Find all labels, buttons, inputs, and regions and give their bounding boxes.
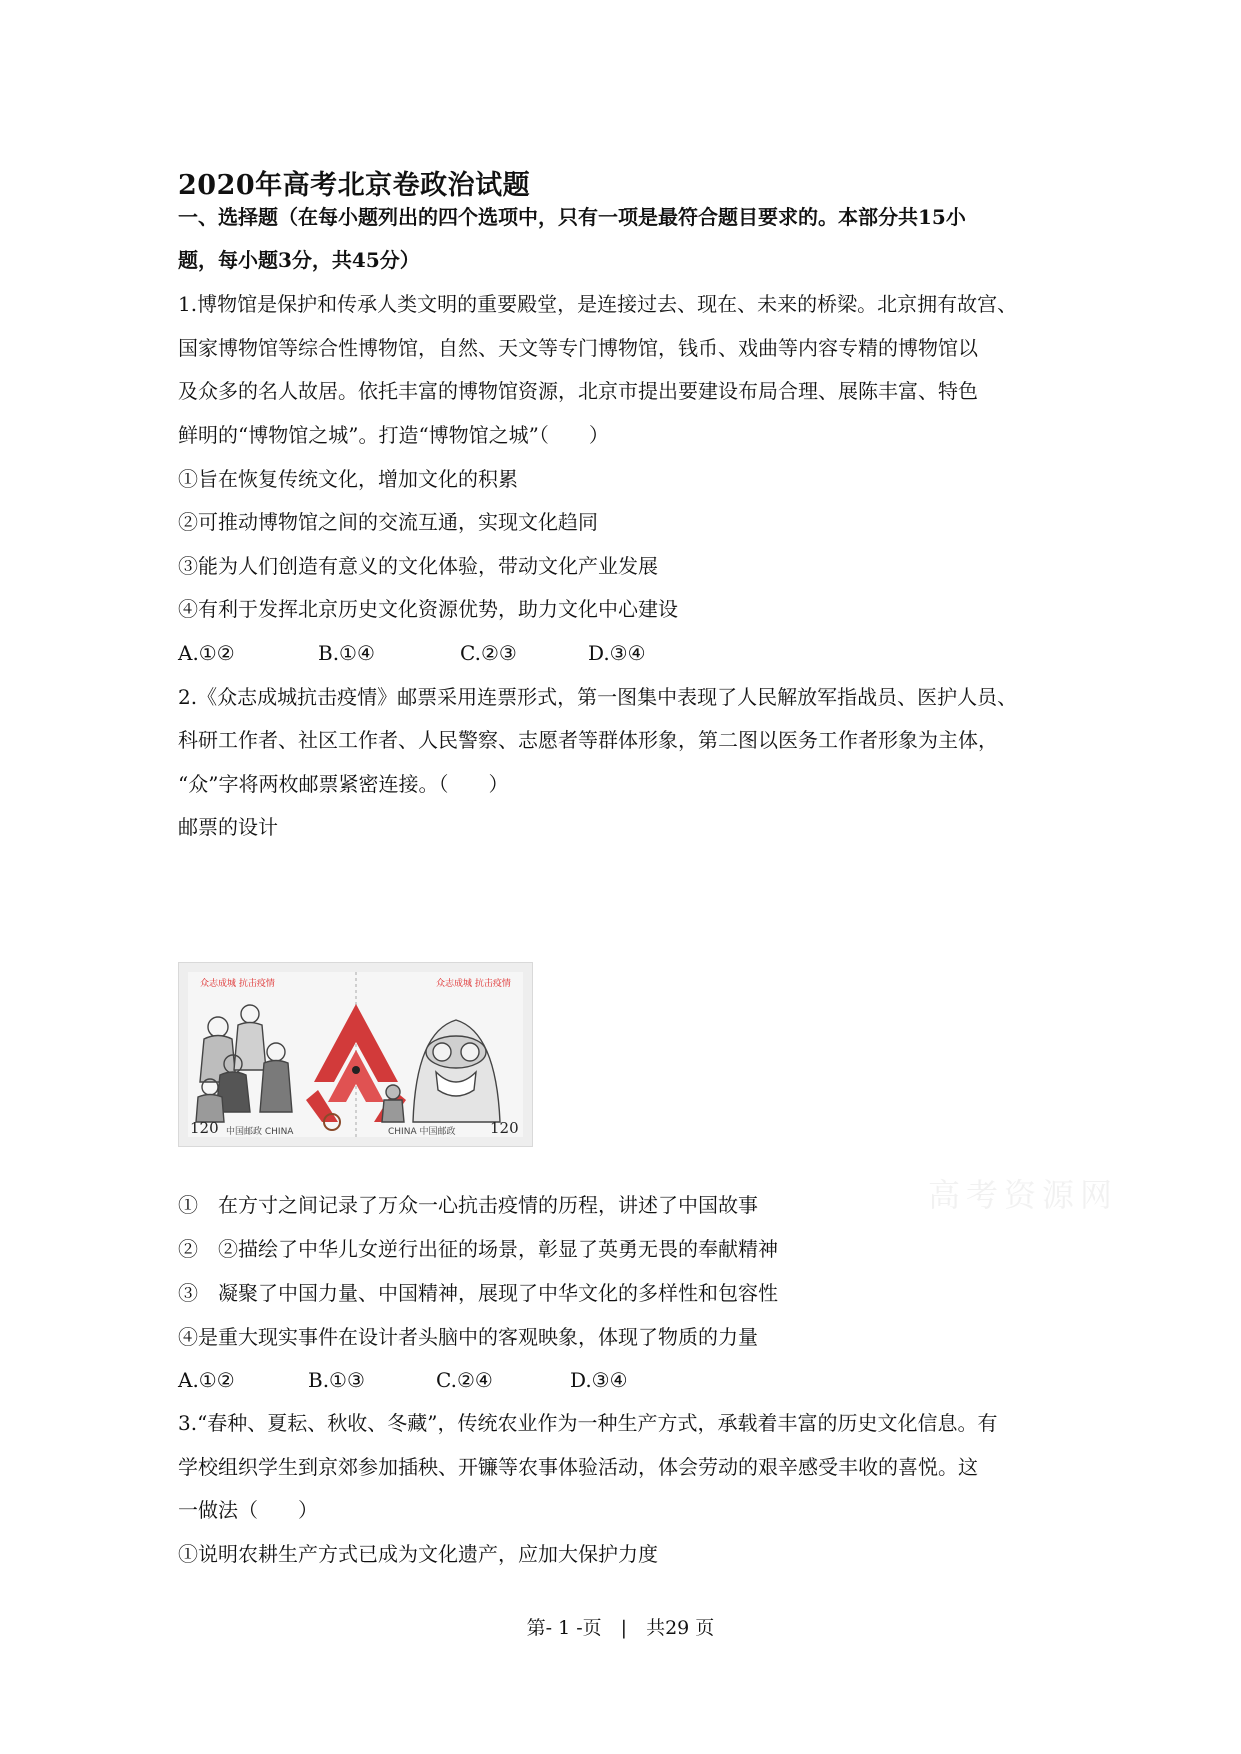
- stamp-right-country: CHINA 中国邮政: [388, 1127, 456, 1137]
- q2-option-a: A.①②: [178, 1368, 235, 1392]
- q1-item-1: ①旨在恢复传统文化，增加文化的积累: [178, 467, 518, 491]
- q1-stem-line-3: 及众多的名人故居。依托丰富的博物馆资源，北京市提出要建设布局合理、展陈丰富、特色: [178, 379, 978, 403]
- q1-item-2: ②可推动博物馆之间的交流互通，实现文化趋同: [178, 510, 598, 534]
- q1-option-b: B.①④: [318, 641, 375, 665]
- stamp-right-label: 众志成城 抗击疫情: [436, 979, 511, 989]
- q1-option-a: A.①②: [178, 641, 235, 665]
- stamp-illustration: [188, 972, 523, 1137]
- q1-option-c: C.②③: [460, 641, 517, 665]
- q2-item-2: ② ②描绘了中华儿女逆行出征的场景，彰显了英勇无畏的奉献精神: [178, 1237, 778, 1261]
- q1-option-d: D.③④: [588, 641, 646, 665]
- q2-option-d: D.③④: [570, 1368, 628, 1392]
- q3-item-1: ①说明农耕生产方式已成为文化遗产，应加大保护力度: [178, 1542, 658, 1566]
- medical-worker-figure: [382, 1020, 500, 1122]
- stamp-right-value: 120: [490, 1119, 519, 1137]
- q1-stem-line-2: 国家博物馆等综合性博物馆，自然、天文等专门博物馆，钱币、戏曲等内容专精的博物馆以: [178, 336, 978, 360]
- q2-item-4: ④是重大现实事件在设计者头脑中的客观映象，体现了物质的力量: [178, 1325, 758, 1349]
- q1-item-3: ③能为人们创造有意义的文化体验，带动文化产业发展: [178, 554, 658, 578]
- stamp-left-country: 中国邮政 CHINA: [226, 1127, 294, 1137]
- stamp-left-value: 120: [190, 1119, 219, 1137]
- document-title: 2020年高考北京卷政治试题: [178, 170, 531, 201]
- q3-stem-line-3: 一做法（ ）: [178, 1498, 318, 1522]
- q2-stem-line-3: “众”字将两枚邮票紧密连接。（ ）: [178, 772, 509, 796]
- q2-caption: 邮票的设计: [178, 815, 278, 839]
- stamp-image: [178, 962, 533, 1147]
- people-group-figure: [196, 1005, 292, 1122]
- q3-stem-line-2: 学校组织学生到京郊参加插秧、开镰等农事体验活动，体会劳动的艰辛感受丰收的喜悦。这: [178, 1455, 978, 1479]
- watermark: 高考资源网: [928, 1176, 1119, 1214]
- section-heading-line-1: 一、选择题（在每小题列出的四个选项中，只有一项是最符合题目要求的。本部分共15小: [178, 205, 966, 229]
- q2-item-1: ① 在方寸之间记录了万众一心抗击疫情的历程，讲述了中国故事: [178, 1193, 758, 1217]
- q1-item-4: ④有利于发挥北京历史文化资源优势，助力文化中心建设: [178, 597, 678, 621]
- q2-stem-line-1: 2.《众志成城抗击疫情》邮票采用连票形式，第一图集中表现了人民解放军指战员、医护人员、: [178, 685, 1018, 709]
- q1-stem-line-4: 鲜明的“博物馆之城”。打造“博物馆之城”（ ）: [178, 423, 609, 447]
- q2-option-b: B.①③: [308, 1368, 365, 1392]
- section-heading-line-2: 题，每小题3分，共45分）: [178, 248, 420, 272]
- q2-stem-line-2: 科研工作者、社区工作者、人民警察、志愿者等群体形象，第二图以医务工作者形象为主体，: [178, 728, 998, 752]
- q2-option-c: C.②④: [436, 1368, 493, 1392]
- q3-stem-line-1: 3.“春种、夏耘、秋收、冬藏”，传统农业作为一种生产方式，承载着丰富的历史文化信息。有: [178, 1411, 998, 1435]
- q1-stem-line-1: 1.博物馆是保护和传承人类文明的重要殿堂，是连接过去、现在、未来的桥梁。北京拥有故宫、: [178, 292, 1018, 316]
- page-footer: 第- 1 -页 | 共29 页: [526, 1617, 715, 1639]
- stamp-artwork: [188, 972, 523, 1137]
- stamp-left-label: 众志成城 抗击疫情: [200, 979, 275, 989]
- q2-item-3: ③ 凝聚了中国力量、中国精神，展现了中华文化的多样性和包容性: [178, 1281, 778, 1305]
